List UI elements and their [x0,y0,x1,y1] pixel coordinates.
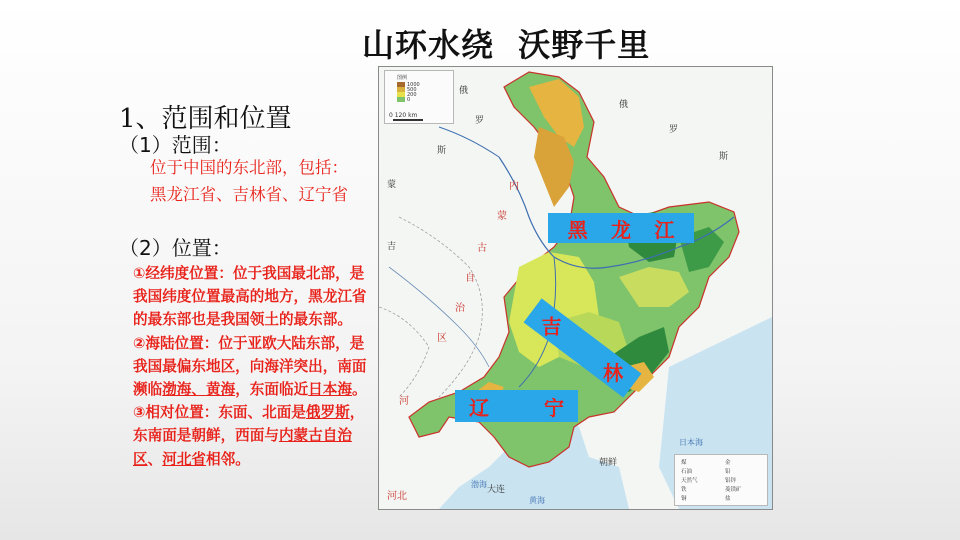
label-japan-sea: 日本海 [679,438,703,447]
inner-mongolia-link[interactable]: 内蒙古自治区 [133,427,352,468]
symbol-copper: 铜 [681,496,687,502]
scope-heading: （1）范围： [119,133,232,157]
label-russia-2: 罗 [475,116,485,126]
symbol-salt: 盐 [725,496,731,502]
heilongjiang-band [548,213,694,243]
symbol-coal: 煤 [681,460,687,466]
label-russia-east-2: 罗 [669,125,679,135]
liaoning-char: 辽 [469,395,489,420]
label-russia-1: 俄 [459,86,469,96]
label-inner-mongolia-6: 区 [437,333,447,344]
position-heading: （2）位置： [119,236,232,260]
slide-title: 山环水绕 沃野千里 [362,26,651,64]
scale-bar [393,119,423,121]
legend-title: 图例 [397,75,408,81]
label-russia-east-1: 俄 [619,100,629,110]
heilongjiang-char: 黑 [567,217,588,242]
latitude-position-text: ①经纬度位置：位于我国最北部，是我国纬度位置最高的地方，黑龙江省的最东部也是我国领土的最东部。 [133,265,367,329]
elevation-legend [384,70,454,124]
label-dalian: 大连 [487,485,506,495]
symbol-gas: 天然气 [681,478,698,484]
label-hebei: 河北 [387,491,407,502]
legend-swatch-low [397,97,405,102]
label-mongolia: 蒙 [387,180,397,190]
scale-label: 0 120 km [389,112,418,119]
symbol-oil: 石油 [681,469,693,475]
symbol-magnesite: 菱镁矿 [725,487,742,493]
jilin-char: 林 [603,360,624,385]
label-inner-mongolia-2: 蒙 [497,211,507,222]
label-russia-east-3: 斯 [719,152,729,162]
russia-link[interactable]: 俄罗斯 [305,404,350,422]
label-he: 河 [399,396,409,407]
symbol-iron: 铁 [681,487,687,493]
map-graphic [379,67,772,509]
label-yellow-sea: 黄海 [529,496,545,505]
legend-level: 200 [407,92,417,98]
jilin-char: 吉 [541,314,562,339]
scope-text: 位于中国的东北部，包括：黑龙江省、吉林省、辽宁省 [150,158,348,204]
label-inner-mongolia-4: 自 [465,273,475,284]
legend-level: 500 [407,87,417,93]
japan-sea-link[interactable]: 日本海 [308,381,352,399]
label-bohai: 渤海 [471,480,487,489]
symbol-lead: 铅 [725,469,731,475]
symbol-aluminum-zinc: 铝锌 [725,478,737,484]
liaoning-char: 宁 [544,395,564,420]
section-heading: 1、范围和位置 [119,104,292,134]
label-inner-mongolia-5: 治 [455,303,465,314]
relative-position-text: ③相对位置：东面、北面是俄罗斯，东南面是朝鲜，西面与内蒙古自治区、河北省相邻。 [133,404,365,468]
heilongjiang-char: 江 [654,217,675,242]
hebei-link[interactable]: 河北省 [162,450,207,468]
heilongjiang-char: 龙 [610,217,631,242]
bohai-yellow-sea-link[interactable]: 渤海、黄海 [162,381,236,399]
label-ji: 吉 [387,242,397,252]
label-inner-mongolia-1: 内 [509,181,519,192]
label-inner-mongolia-3: 古 [477,243,487,254]
legend-level: 0 [407,97,411,103]
land-sea-position-text: ②海陆位置：位于亚欧大陆东部，是我国最偏东地区，向海洋突出，南面濒临渤海、黄海，东面临近日本海。 [133,334,367,399]
liaoning-band [455,390,578,422]
position-text [133,262,373,471]
symbol-gold: 金 [725,460,731,466]
label-north-korea: 朝鲜 [599,458,618,468]
legend-level: 1000 [407,82,420,88]
northeast-china-map [378,66,773,510]
label-russia-3: 斯 [437,146,447,156]
symbol-legend [674,454,768,506]
